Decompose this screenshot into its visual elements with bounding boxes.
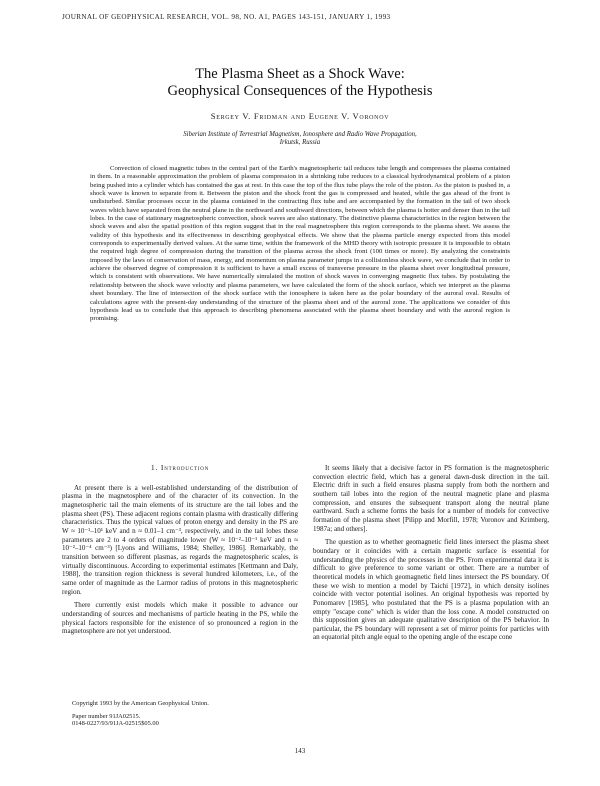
affiliation-line-1: Siberian Institute of Terrestrial Magnetism, Ionosphere and Radio Wave Propagation, <box>183 131 417 138</box>
title-line-1: The Plasma Sheet as a Shock Wave: <box>195 66 405 82</box>
page-number: 143 <box>294 747 306 755</box>
left-paragraph-2: There currently exist models which make it possible to advance our understanding of sources and mechanisms of particle heating in the PS, while the physical factors responsible for the existence of so pronounced a region in the magnetosphere are not yet understood. <box>62 601 298 636</box>
left-paragraph-1: At present there is a well-established understanding of the distribution of plasma in the magnetosphere and of the character of its convection. In the magnetospheric tail the main elements of its structure are the tail lobes and the plasma sheet (PS). These adjacent regions contain plasma with drastically differing characteristics. Thus the typical values of proton energy and density in the PS are W ≈ 10⁻¹–10¹ keV and n ≈ 0.01–1 cm⁻³, respectively, and in the tail lobes these parameters are 2 to 4 orders of magnitude lower (W ≈ 10⁻²–10⁻¹ keV and n ≈ 10⁻²–10⁻⁴ cm⁻³) [Lyons and Williams, 1984; Shelley, 1986]. Remarkably, the transition between so different plasmas, as regards the magnetospheric scales, is virtually discontinuous. According to experimental estimates [Kettmann and Daly, 1988], the transition region thickness is several hundred kilometers, i.e., of the same order of magnitude as the Larmor radius of protons in this magnetospheric region. <box>62 483 298 596</box>
right-paragraph-2: The question as to whether geomagnetic field lines intersect the plasma sheet boundary or it coincides with a certain magnetic surface is essential for understanding the physics of the processes in the PS. From experimental data it is difficult to give preference to some variant or other. There are a number of theoretical models in which geomagnetic field lines intersect the PS boundary. Of these we wish to mention a model by Taichi [1972], in which density isolines coincide with vector potential isolines. An original hypothesis was reported by Ponomarev [1985], who postulated that the PS is a plasma population with an empty "escape cone" which is wider than the loss cone. A model constructed on this supposition gives an adequate qualitative description of the PS behavior. In particular, the PS boundary will represent a set of mirror points for particles with an equatorial pitch angle equal to the opening angle of the escape cone <box>313 538 549 642</box>
paper-number: Paper number 91JA02515. <box>72 712 141 720</box>
affiliation <box>0 131 600 148</box>
authors: Sergey V. Fridman and Eugene V. Voronov <box>210 111 390 121</box>
affiliation-line-2: Irkutsk, Russia <box>279 139 321 147</box>
right-column <box>313 464 549 642</box>
paper-title <box>0 66 600 100</box>
title-line-2: Geophysical Consequences of the Hypothesis <box>167 83 433 99</box>
section-heading: 1. Introduction <box>150 463 210 472</box>
copyright-block <box>72 700 302 728</box>
copyright-notice: Copyright 1993 by the American Geophysical Union. <box>72 700 209 707</box>
left-column <box>62 464 298 636</box>
issn: 0148-0227/93/91JA-02515$05.00 <box>72 720 159 728</box>
abstract: Convection of closed magnetic tubes in the central part of the Earth's magnetospheric tail reduces tube length and compresses the plasma contained in them. In a reasonable approximation the problem of plasma compression in a shrinking tube reduces to a classical hydrodynamical problem of a piston being pushed into a cylinder which has contained the gas at rest. In this case the top of the flux tube plays the role of the piston. As the piston is pushed in, a shock wave is known to separate from it. Between the piston and the shock front the gas is compressed and heated, while the gas ahead of the front is undisturbed. Similar processes occur in the plasma contained in the contracting flux tube and are accompanied by the formation in the tail of two shock waves which have separated from the neutral plane in the northward and southward directions, between which the plasma is hotter and denser than in the tail lobes. In the case of stationary magnetospheric convection, shock waves are also stationary. The distinctive plasma characteristics in the region between the shock waves and also the spatial position of this region suggest that in the real magnetosphere this region corresponds to the plasma sheet. We assess the validity of this hypothesis and its effectiveness in describing geophysical effects. We show that the plasma particle energy expected from this model corresponds to experimentally derived values. At the same time, within the framework of the MHD theory with isotropic pressure it is impossible to obtain the required high degree of compression during the transition of the plasma across the shock front (100 times or more). By analyzing the constraints imposed by the laws of conservation of mass, energy, and momentum on plasma parameter jumps in a collisionless shock wave, we conclude that in order to achieve the observed degree of compression it is sufficient to have a small excess of transverse pressure in the plasma sheet over longitudinal pressure, which is consistent with observations. We have numerically simulated the motion of shock waves in converging magnetic flux tubes. By postulating the relationship between the shock wave velocity and plasma parameters, we have calculated the form of the shock surface, which we interpret as the plasma sheet boundary. The line of intersection of the shock surface with the ionosphere is taken here as the polar boundary of the auroral oval. Results of calculations agree with the present-day understanding of the structure of the plasma sheet and of the auroral zone. The applications we consider of this hypothesis lead us to conclude that this approach to describing phenomena associated with the plasma sheet boundary and with the auroral region is promising. <box>90 165 510 323</box>
right-paragraph-1: It seems likely that a decisive factor in PS formation is the magnetospheric convection electric field, which has a general dawn-dusk direction in the tail. Electric drift in such a field ensures plasma supply from both the northern and southern tail lobes into the region of the neutral magnetic plane and plasma compression, and ensures the subsequent transport along the neutral plane earthward. Such a scheme forms the basis for a number of models for convective formation of the plasma sheet [Pilipp and Morfill, 1978; Voronov and Krimberg, 1987a; and others]. <box>313 464 549 533</box>
journal-header: JOURNAL OF GEOPHYSICAL RESEARCH, VOL. 98, NO. A1, PAGES 143-151, JANUARY 1, 1993 <box>62 13 391 21</box>
